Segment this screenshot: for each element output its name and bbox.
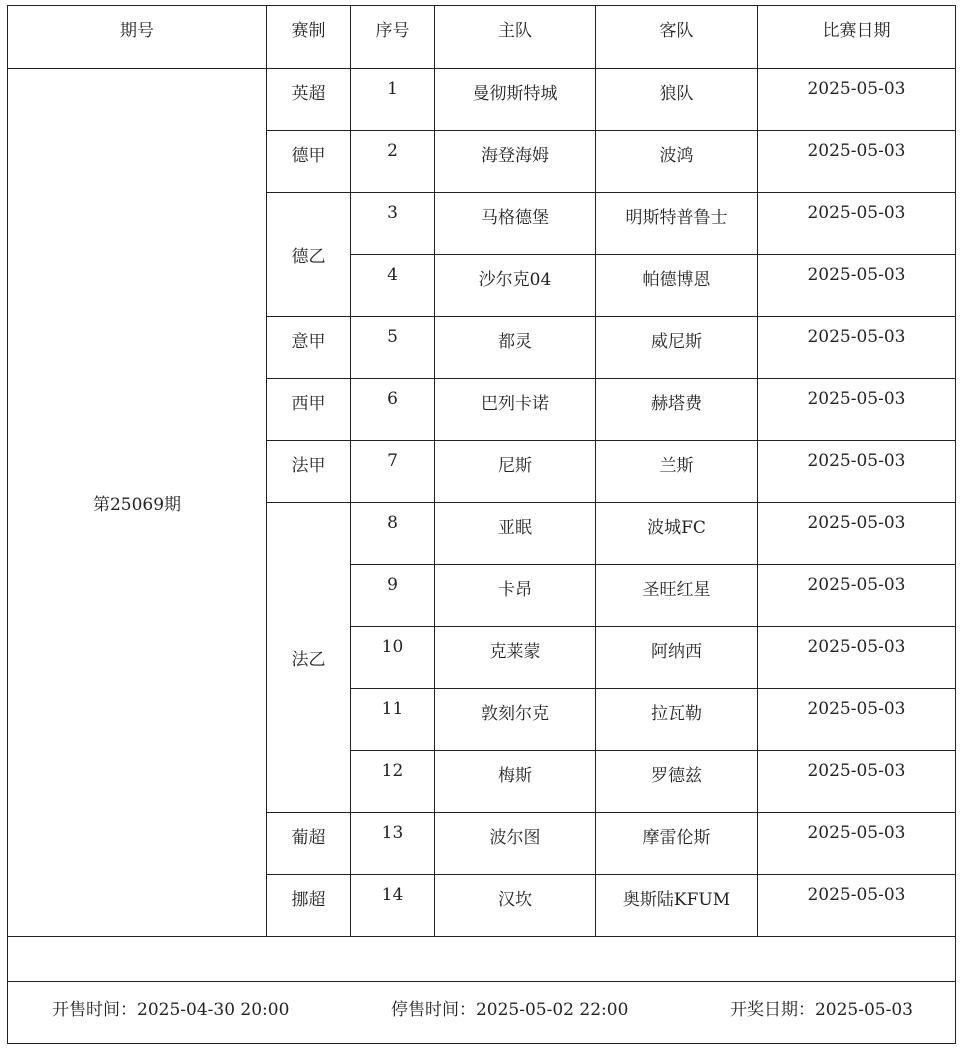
match-date: 2025-05-03 [758,565,956,627]
away-team: 阿纳西 [596,627,758,689]
match-no: 14 [351,875,435,937]
match-date: 2025-05-03 [758,379,956,441]
home-team: 沙尔克04 [435,255,596,317]
away-team: 兰斯 [596,441,758,503]
header-away: 客队 [596,6,758,69]
home-team: 汉坎 [435,875,596,937]
match-no: 2 [351,131,435,193]
match-date: 2025-05-03 [758,255,956,317]
header-period: 期号 [8,6,267,69]
header-no: 序号 [351,6,435,69]
header-home: 主队 [435,6,596,69]
league-cell: 葡超 [267,813,351,875]
home-team: 都灵 [435,317,596,379]
draw-date: 开奖日期：2025-05-03 [729,1000,913,1020]
match-date: 2025-05-03 [758,131,956,193]
home-team: 巴列卡诺 [435,379,596,441]
home-team: 曼彻斯特城 [435,69,596,131]
match-no: 10 [351,627,435,689]
league-cell: 德甲 [267,131,351,193]
home-team: 卡昂 [435,565,596,627]
footer-cell [8,982,956,1044]
league-cell: 西甲 [267,379,351,441]
league-cell: 意甲 [267,317,351,379]
match-no: 1 [351,69,435,131]
match-date: 2025-05-03 [758,627,956,689]
match-date: 2025-05-03 [758,875,956,937]
league-cell: 德乙 [267,193,351,317]
away-team: 赫塔费 [596,379,758,441]
match-date: 2025-05-03 [758,69,956,131]
home-team: 海登海姆 [435,131,596,193]
home-team: 波尔图 [435,813,596,875]
match-no: 7 [351,441,435,503]
match-no: 11 [351,689,435,751]
match-no: 13 [351,813,435,875]
header-league: 赛制 [267,6,351,69]
match-date: 2025-05-03 [758,317,956,379]
away-team: 明斯特普鲁士 [596,193,758,255]
match-no: 8 [351,503,435,565]
match-no: 4 [351,255,435,317]
match-no: 3 [351,193,435,255]
home-team: 克莱蒙 [435,627,596,689]
match-no: 6 [351,379,435,441]
home-team: 马格德堡 [435,193,596,255]
away-team: 波城FC [596,503,758,565]
league-cell: 法乙 [267,503,351,813]
sale-stop-time: 停售时间：2025-05-02 22:00 [390,1000,629,1020]
match-date: 2025-05-03 [758,813,956,875]
match-date: 2025-05-03 [758,689,956,751]
league-cell: 法甲 [267,441,351,503]
match-no: 12 [351,751,435,813]
match-date: 2025-05-03 [758,441,956,503]
away-team: 拉瓦勒 [596,689,758,751]
match-schedule-table [7,5,956,1044]
away-team: 威尼斯 [596,317,758,379]
home-team: 敦刻尔克 [435,689,596,751]
blank-cell [8,937,956,982]
away-team: 罗德兹 [596,751,758,813]
sale-start-time: 开售时间：2025-04-30 20:00 [52,1000,290,1020]
match-date: 2025-05-03 [758,503,956,565]
away-team: 奥斯陆KFUM [596,875,758,937]
league-cell: 挪超 [267,875,351,937]
table-row [8,69,956,131]
footer-info [8,995,955,1020]
away-team: 摩雷伦斯 [596,813,758,875]
match-date: 2025-05-03 [758,751,956,813]
league-cell: 英超 [267,69,351,131]
blank-row [8,937,956,982]
home-team: 尼斯 [435,441,596,503]
match-date: 2025-05-03 [758,193,956,255]
away-team: 狼队 [596,69,758,131]
home-team: 亚眠 [435,503,596,565]
away-team: 圣旺红星 [596,565,758,627]
period-cell: 第25069期 [8,69,267,937]
away-team: 帕德博恩 [596,255,758,317]
header-row [8,6,956,69]
header-date: 比赛日期 [758,6,956,69]
home-team: 梅斯 [435,751,596,813]
match-no: 9 [351,565,435,627]
footer-row [8,982,956,1044]
away-team: 波鸿 [596,131,758,193]
match-no: 5 [351,317,435,379]
